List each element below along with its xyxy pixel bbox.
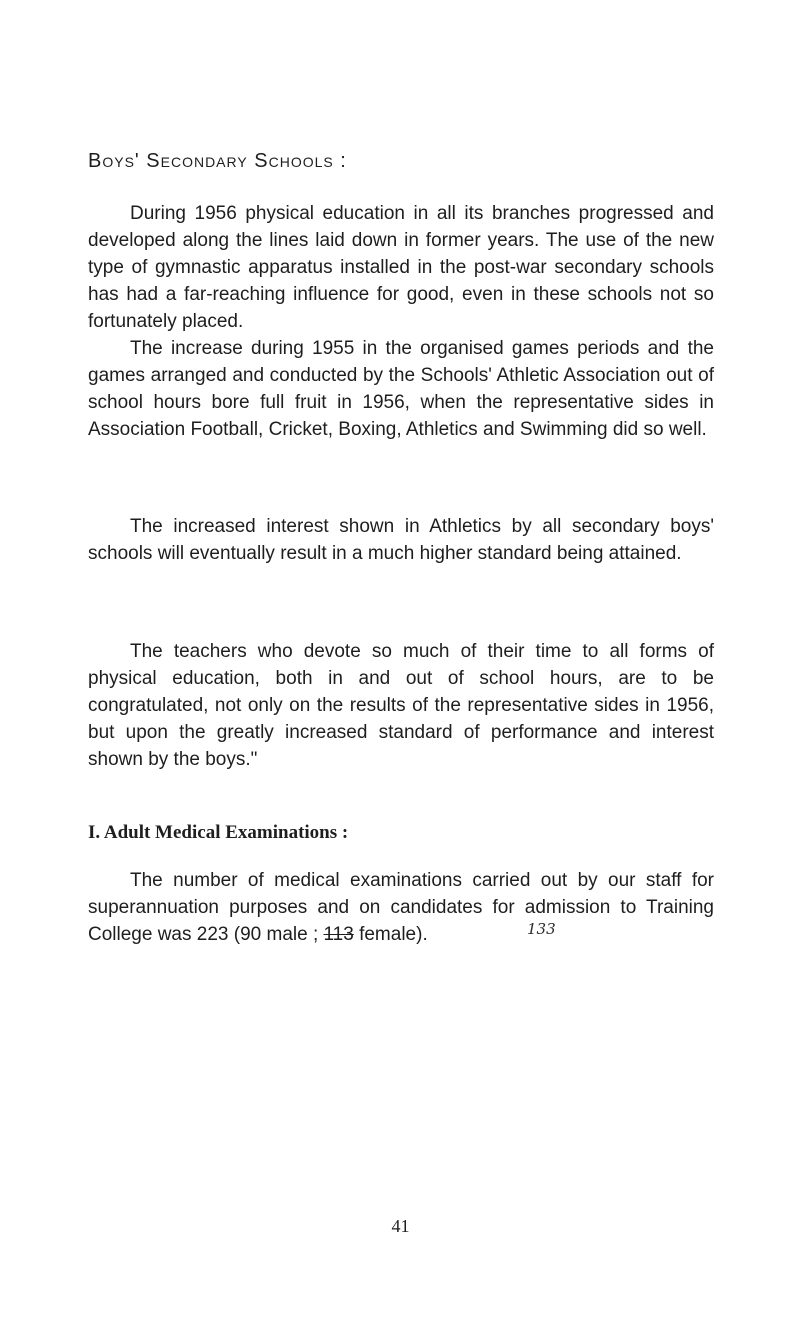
paragraph-4: The teachers who devote so much of their time to all forms of physical education, both in and out of school hours, are to be congratulated, not only on the results of the representative sides in 1956, but upon the greatly increased standard of performance and interest shown by the boys." [88,641,714,770]
struck-out-value: 113 [323,924,354,945]
paragraph-3: The increased interest shown in Athletics by all secondary boys' schools will eventually result in a much higher standard being attained. [88,516,714,564]
section-heading-boys-secondary-schools: Boys' Secondary Schools : [88,150,347,172]
handwritten-correction: 133 [527,920,556,938]
page-number: 41 [391,1216,410,1236]
paragraph-medical-examinations [88,867,714,948]
medical-text-after: female). [353,924,428,945]
medical-text-before: The number of medical examinations carried out by our staff for superannuation purposes and on candidates for admission to Training College was 223 (90 male ; [88,870,714,945]
section-title-adult-medical-examinations: I. Adult Medical Examinations : [88,822,349,843]
paragraph-2: The increase during 1955 in the organised games periods and the games arranged and conducted by the Schools' Athletic Association out of school hours bore full fruit in 1956, when the representative sides in Association Football, Cricket, Boxing, Athletics and Swimming did so well. [88,338,714,440]
paragraph-1: During 1956 physical education in all its branches progressed and developed along the lines laid down in former years. The use of the new type of gymnastic apparatus installed in the post-war secondary schools has had a far-reaching influence for good, even in these schools not so fortunately placed. [88,203,714,332]
